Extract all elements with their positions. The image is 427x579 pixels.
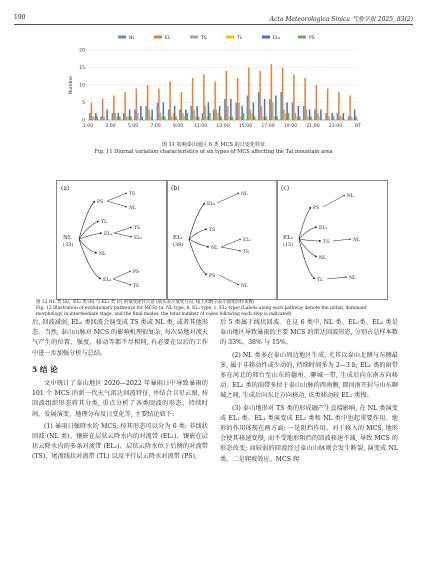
bar — [124, 92, 126, 120]
node-label: EL₂ — [134, 236, 142, 241]
bar — [299, 117, 301, 121]
pathway-arrow — [323, 195, 345, 207]
bar — [102, 99, 104, 120]
pathway-arrow — [221, 239, 241, 247]
bar — [185, 110, 187, 121]
x-tick-label: 1:00 — [82, 124, 94, 129]
node-label: PS — [209, 274, 216, 279]
bar — [148, 110, 150, 121]
bar — [150, 117, 152, 121]
bar — [116, 117, 118, 121]
pathway-arrow — [189, 239, 207, 275]
bar — [224, 99, 226, 120]
legend-swatch — [226, 36, 234, 39]
pathway-arrow — [113, 279, 131, 285]
bar — [243, 113, 245, 120]
legend-label: EL — [165, 35, 171, 41]
x-tick-label: 3:00 — [105, 124, 116, 129]
node-label: TS — [209, 228, 216, 233]
pathway-arrow — [299, 239, 315, 279]
body-right-column — [220, 318, 398, 467]
bar — [130, 117, 132, 121]
figure-11-caption-en: Fig. 11 Diurnal variation characteristics of six types of MCS affecting the Tai mountain area — [94, 148, 333, 155]
pathway-arrow — [107, 201, 127, 207]
bar — [100, 117, 102, 121]
bar — [112, 113, 114, 120]
bar — [91, 103, 93, 121]
bar — [320, 110, 322, 121]
journal-header: Acta Meteorologica Sinica 气象学报 2025, 83(2) — [269, 16, 413, 23]
figure-12-caption-cn: 图 12 NL 类 (a)、EL₁ 类 (b) 与 EL₂ 类 (c) 的演变途径示意 (箭头表示演变方向, 线上的数字表示演变的样本数) — [36, 300, 255, 305]
bar — [274, 117, 276, 121]
bar — [271, 64, 273, 120]
x-tick-label: 19:00 — [283, 124, 298, 129]
bar — [214, 82, 216, 121]
bar — [298, 106, 300, 120]
bar — [314, 110, 316, 121]
legend-label: EL₂ — [273, 35, 281, 41]
node-label: EL₁ — [104, 232, 113, 237]
pathway-arrow — [221, 247, 241, 251]
legend-swatch — [298, 36, 306, 39]
bar — [115, 113, 117, 120]
bar — [303, 106, 305, 120]
bar — [288, 113, 290, 120]
x-tick-label: 17:00 — [261, 124, 275, 129]
pathway-arrow — [219, 275, 239, 285]
bar — [275, 96, 277, 121]
bar — [198, 117, 200, 121]
bar — [296, 117, 298, 121]
bar — [355, 117, 357, 121]
bar — [172, 113, 174, 120]
bar — [283, 110, 285, 121]
pathway-arrow — [114, 233, 132, 237]
bar — [187, 113, 189, 120]
bar — [95, 113, 97, 120]
bar — [196, 106, 198, 120]
bar — [127, 117, 129, 121]
figure-12-caption-en: Fig. 12 Illustration of evolutionary pathways for MCSs (a. NL type, b. EL₁ type, c. EL₂ type) (Labels along each pathway denote the initial, dominant morphology in intermediate stage, and the final modes; the total number of cases following each step is indicated) — [36, 305, 367, 317]
bar — [240, 117, 242, 121]
legend-swatch — [190, 36, 198, 39]
x-tick-label: 23:00 — [328, 124, 343, 129]
bar — [327, 89, 329, 121]
bar — [175, 117, 177, 121]
pathway-arrow — [189, 203, 205, 239]
legend-swatch — [262, 36, 270, 39]
bar — [217, 113, 219, 120]
y-tick-label: 0 — [82, 118, 85, 124]
bar — [295, 113, 297, 120]
y-axis-label: Number — [69, 75, 74, 95]
bar — [307, 117, 309, 121]
node-label: EL₁ — [319, 226, 328, 231]
node-label: NL — [347, 194, 354, 199]
y-tick-label: 10 — [79, 83, 85, 89]
bar — [118, 113, 120, 120]
legend-label: PS — [309, 35, 315, 41]
bar — [251, 113, 253, 120]
legend-swatch — [154, 36, 162, 39]
bar — [341, 117, 343, 121]
paragraph: (1) 暴雨日强降水的 MCS, 按其形态可以分为 6 类: 非线状回波 (NL 类)、镶嵌在层状云降水内的对流带 (EL₁)、镶嵌在层状云降水内的多条对流带 (EL₂)、层状云降水位于后侧的对流带 (TS)、尾流线状对流带 (TL) 以及平行层云降水对流带 (PS), — [32, 422, 208, 461]
bar — [292, 103, 294, 121]
pathway-arrow — [327, 277, 347, 279]
bar — [103, 117, 105, 121]
bar — [142, 117, 144, 121]
paragraph: 文中统计了泰山地区 2020—2022 年暴雨日中导致暴雨的 101 个 MCS 的新一代天气雷达回波特征, 并结合卫星云图, 按回波组织形态将其分类, 重点分析了各类回波的形态、持续时间、发展演变、地理分布及日变化等, 主要结论如下: — [32, 380, 208, 418]
bar — [280, 92, 282, 120]
bar — [253, 103, 255, 121]
pathway-arrow — [299, 239, 317, 257]
figure-12-panel-b — [166, 180, 278, 300]
bar — [337, 113, 339, 120]
x-tick-label: 7:00 — [150, 124, 161, 129]
root-label: EL₁ — [173, 235, 184, 241]
bar — [168, 110, 170, 121]
bar — [262, 117, 264, 121]
bar — [248, 68, 250, 121]
x-tick-label: BT — [355, 124, 361, 129]
figure-12-caption — [36, 300, 391, 318]
bar — [158, 89, 160, 121]
bar — [203, 75, 205, 121]
bar — [338, 92, 340, 120]
bar — [206, 117, 208, 121]
legend-label: TS — [201, 35, 207, 41]
pathway-arrow — [79, 239, 97, 253]
y-tick-label: 15 — [79, 66, 85, 72]
pathway-arrow — [79, 221, 99, 239]
bar — [247, 96, 249, 121]
y-tick-label: 20 — [79, 48, 85, 54]
bar — [161, 117, 163, 121]
x-tick-label: 15:00 — [238, 124, 253, 129]
bar — [272, 103, 274, 121]
bar — [333, 117, 335, 121]
node-label: TS — [134, 226, 140, 231]
bar — [174, 106, 176, 120]
bar — [250, 110, 252, 121]
bar — [351, 117, 353, 121]
pathway-arrow — [113, 271, 131, 279]
node-label: NL — [241, 284, 248, 289]
legend-label: TL — [237, 35, 243, 41]
node-label: PS — [97, 200, 104, 205]
root-count: (15) — [283, 242, 294, 248]
bar — [259, 71, 261, 120]
node-label: PS — [313, 206, 320, 211]
pathway-arrow — [79, 233, 102, 239]
bar — [147, 85, 149, 120]
bar — [282, 68, 284, 121]
pathway-arrow — [79, 201, 95, 239]
legend-swatch — [118, 36, 126, 39]
section-title: 5 结 论 — [32, 364, 58, 374]
pathway-arrow — [299, 239, 321, 241]
figure-12-panel-c — [276, 180, 388, 300]
bar — [232, 117, 234, 121]
bar — [97, 117, 99, 121]
bar — [258, 92, 260, 120]
x-tick-label: 5:00 — [127, 124, 139, 129]
figure-11-chart — [66, 28, 366, 140]
bar — [325, 113, 327, 120]
bar — [316, 85, 318, 120]
bar — [229, 117, 231, 121]
paragraph: 后, 回波减弱, EL₂ 类回波会演变成 TS 类或 NL 类, 或者其他形态。当然, 泰山山脉对 MCS 的影响机理很复杂, 每次局地对流天气产生的位置、强度、移动等都不尽相同, 有必要在以后的工作中进一步加强分析与总结。 — [32, 319, 208, 357]
node-label: NL — [319, 256, 327, 261]
bar — [331, 113, 333, 120]
node-label: TS — [323, 240, 330, 245]
bar — [92, 117, 94, 121]
pathway-arrow — [79, 239, 101, 279]
paragraph: (3) 泰山地形对 TS 类的形成融产生直接影响, 在 NL 类演变成 EL₁ 类、EL₁ 类演变成 EL₂ 类和 NL 类中也起重要作用。地形的作用体现在两方面: 一是阻挡作用。对于移入的 MCS, 地形会使其移速变慢, 而不受地形阻挡的回波移速不减, 导致 MCS 的形态改变; 而较弱的回波经过泰山山脉则会发生断裂, 演变成 NL 类。二是爬坡效应。MCS 爬 — [220, 404, 398, 463]
bar — [145, 106, 147, 120]
bar — [129, 110, 131, 121]
node-label: TS — [133, 284, 139, 289]
bar — [328, 117, 330, 121]
bar — [216, 110, 218, 121]
bar — [164, 117, 166, 121]
bar — [348, 117, 350, 121]
node-label: TS — [129, 192, 135, 197]
pathway-arrow — [114, 227, 132, 233]
bar — [213, 110, 215, 121]
node-label: TL — [317, 278, 324, 283]
bar — [208, 103, 210, 121]
pathway-arrow — [299, 207, 311, 239]
bar — [163, 103, 165, 121]
bar — [306, 110, 308, 121]
root-count: (33) — [63, 242, 74, 248]
bar — [195, 117, 197, 121]
bar — [286, 103, 288, 121]
bar — [317, 113, 319, 120]
bar — [304, 78, 306, 120]
bar — [157, 103, 159, 121]
bar — [94, 117, 96, 121]
bar — [151, 110, 153, 121]
bar — [227, 106, 229, 120]
bar — [89, 113, 91, 120]
bar — [219, 106, 221, 120]
pathway-arrow — [217, 193, 239, 203]
bar — [343, 113, 345, 120]
node-label: EL₁ — [243, 238, 251, 243]
pathway-arrow — [189, 239, 209, 247]
bar — [261, 106, 263, 120]
bar — [309, 110, 311, 121]
y-tick-label: 5 — [82, 101, 85, 107]
root-label: NL — [63, 235, 72, 241]
bar — [254, 117, 256, 121]
bar — [192, 78, 194, 120]
body-left-column — [32, 318, 208, 465]
bar — [230, 99, 232, 120]
bar — [113, 96, 115, 121]
node-label: TL — [101, 220, 108, 225]
node-label: NL — [349, 276, 356, 281]
bar — [265, 117, 267, 121]
bar — [136, 89, 138, 121]
bar — [238, 103, 240, 121]
node-label: NL — [211, 246, 219, 251]
bar — [277, 117, 279, 121]
bar — [310, 117, 312, 121]
bar — [237, 78, 239, 120]
node-label: NL — [99, 252, 107, 257]
bar — [220, 117, 222, 121]
x-tick-label: 11:00 — [193, 124, 208, 129]
bar — [349, 96, 351, 121]
node-label: NL — [241, 192, 248, 197]
node-label: PS — [133, 270, 139, 275]
bar — [190, 106, 192, 120]
x-tick-label: 9:00 — [172, 124, 184, 129]
bar — [354, 110, 356, 121]
bar — [140, 106, 142, 120]
node-label: NL — [353, 238, 360, 243]
figure-11-caption-cn: 图 11 影响泰山地区 6 类 MCS 的日变化特征 — [161, 142, 266, 148]
x-tick-label: 21:00 — [306, 124, 320, 129]
bar — [137, 113, 139, 120]
bar — [106, 110, 108, 121]
panel-label: (a) — [61, 185, 70, 192]
pathway-arrow — [107, 193, 127, 201]
page-number: 190 — [14, 14, 26, 21]
bar — [202, 113, 204, 120]
node-label: TS — [243, 250, 249, 255]
node-label: NL — [129, 206, 136, 211]
figure-12-panel-a — [56, 180, 168, 300]
bar — [179, 110, 181, 121]
bar — [119, 117, 121, 121]
paragraph: (2) NL 类多在泰山周边地区生成, 尤其以泰山北侧与东侧最多, 属于非移动性或少动的, 持续时间多为 2—3 h; EL₁ 类的雨带多在河北的邢台至山东的德州、聊城一带, 生成后向东南方向移动。EL₂ 类的雨带多位于泰山山脉的西南侧, 即河南开封与山东聊城之间, 生成后向东北方向移动, 该类移动较 EL₁ 类慢。 — [220, 351, 398, 400]
bar — [134, 110, 136, 121]
bar — [209, 113, 211, 120]
header-rule — [14, 24, 413, 25]
bar — [169, 82, 171, 121]
panel-label: (c) — [281, 185, 290, 192]
bar — [184, 117, 186, 121]
bar — [285, 113, 287, 120]
root-count: (38) — [173, 242, 184, 248]
bar — [340, 117, 342, 121]
bar — [205, 106, 207, 120]
x-tick-label: 13:00 — [216, 124, 230, 129]
root-label: EL₂ — [283, 235, 294, 241]
bar — [181, 92, 183, 120]
node-label: EL₂ — [207, 202, 216, 207]
bar — [171, 117, 173, 121]
paragraph: 后 5 类属于线状回波。在这 6 类中, NL 类、EL₁类、EL₂ 类是泰山地区导致暴雨的主要 MCS 的雷达回波形态, 分别占总样本数的 33%、38% 与 15%。 — [220, 319, 398, 347]
bar — [264, 99, 266, 120]
figure-11-caption — [20, 142, 407, 156]
bar — [182, 113, 184, 120]
bar — [235, 103, 237, 121]
legend-label: NL — [129, 35, 135, 41]
bar — [293, 75, 295, 121]
bar — [319, 117, 321, 121]
bar — [226, 71, 228, 120]
bar — [269, 99, 271, 120]
bar — [241, 106, 243, 120]
bar — [160, 113, 162, 120]
bar — [126, 117, 128, 121]
bar — [193, 110, 195, 121]
bar — [123, 113, 125, 120]
pathway-arrow — [333, 239, 351, 241]
node-label: EL₂ — [103, 278, 112, 283]
panel-label: (b) — [171, 185, 180, 192]
